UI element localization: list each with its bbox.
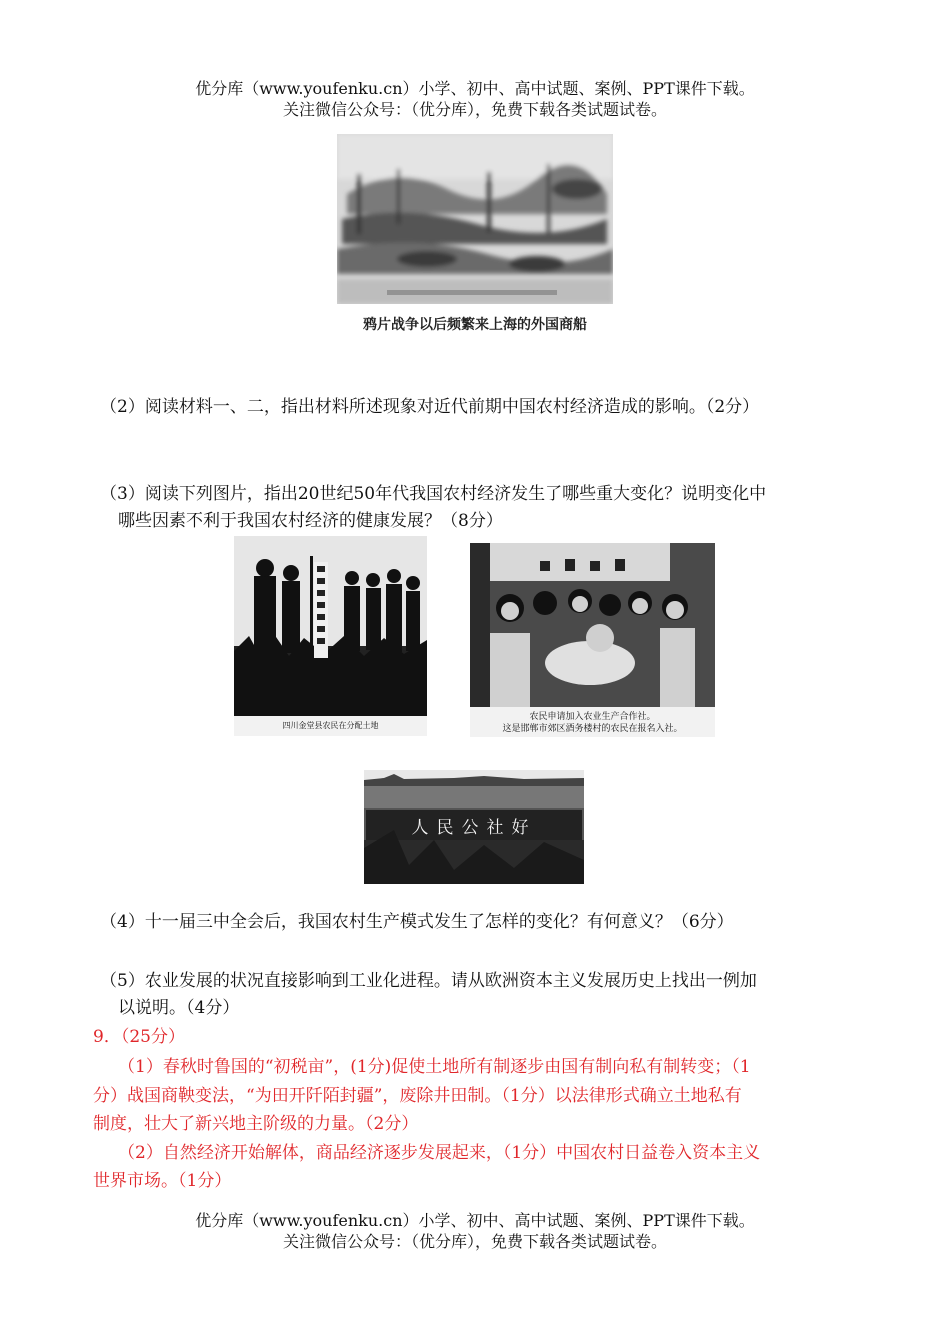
cooperative-caption-line-2: 这是邯郸市郊区酒务楼村的农民在报名入社。 bbox=[502, 724, 683, 734]
footer-line-1: 优分库（www.youfenku.cn）小学、初中、高中试题、案例、PPT课件下载。 bbox=[195, 1211, 755, 1230]
question-5-line-1: （5）农业发展的状况直接影响到工业化进程。请从欧洲资本主义发展历史上找出一例加 bbox=[100, 971, 757, 991]
commune-rally-photo bbox=[364, 770, 584, 884]
cooperative-photo bbox=[470, 543, 715, 737]
land-distribution-image bbox=[234, 536, 427, 716]
answer-1-line-3: 制度，壮大了新兴地主阶级的力量。（2分） bbox=[93, 1114, 419, 1134]
footer-line-2: 关注微信公众号：（优分库），免费下载各类试题试卷。 bbox=[282, 1232, 667, 1251]
answer-heading: 9．（25分） bbox=[93, 1027, 185, 1047]
answer-1-line-2: 分）战国商鞅变法，“为田开阡陌封疆”，废除井田制。（1分）以法律形式确立土地私有 bbox=[93, 1086, 742, 1106]
land-distribution-caption: 四川金堂县农民在分配土地 bbox=[282, 721, 379, 730]
question-3-line-2: 哪些因素不利于我国农村经济的健康发展？（8分） bbox=[118, 511, 503, 531]
ships-photo-caption: 鸦片战争以后频繁来上海的外国商船 bbox=[363, 317, 587, 333]
ships-photo-image bbox=[337, 134, 613, 304]
question-5-line-2: 以说明。（4分） bbox=[118, 998, 240, 1018]
header-line-1: 优分库（www.youfenku.cn）小学、初中、高中试题、案例、PPT课件下载。 bbox=[195, 79, 755, 98]
question-4: （4）十一届三中全会后，我国农村生产模式发生了怎样的变化？有何意义？（6分） bbox=[100, 912, 734, 932]
cooperative-caption-line-1: 农民申请加入农业生产合作社。 bbox=[529, 712, 656, 722]
answer-2-line-1: （2）自然经济开始解体，商品经济逐步发展起来，（1分）中国农村日益卷入资本主义 bbox=[118, 1143, 761, 1163]
answer-2-line-2: 世界市场。（1分） bbox=[93, 1171, 232, 1191]
ships-photo bbox=[337, 134, 613, 304]
header-line-2: 关注微信公众号：（优分库），免费下载各类试题试卷。 bbox=[282, 100, 667, 119]
question-3-line-1: （3）阅读下列图片，指出20世纪50年代我国农村经济发生了哪些重大变化？说明变化中 bbox=[100, 484, 767, 504]
cooperative-image bbox=[470, 543, 715, 707]
answer-1-line-1: （1）春秋时鲁国的“初税亩”，(1分)促使土地所有制逐步由国有制向私有制转变；（1 bbox=[118, 1057, 751, 1077]
land-distribution-photo bbox=[234, 536, 427, 736]
commune-banner: 人民公社好 bbox=[411, 817, 537, 838]
question-2: （2）阅读材料一、二，指出材料所述现象对近代前期中国农村经济造成的影响。（2分） bbox=[100, 397, 760, 417]
